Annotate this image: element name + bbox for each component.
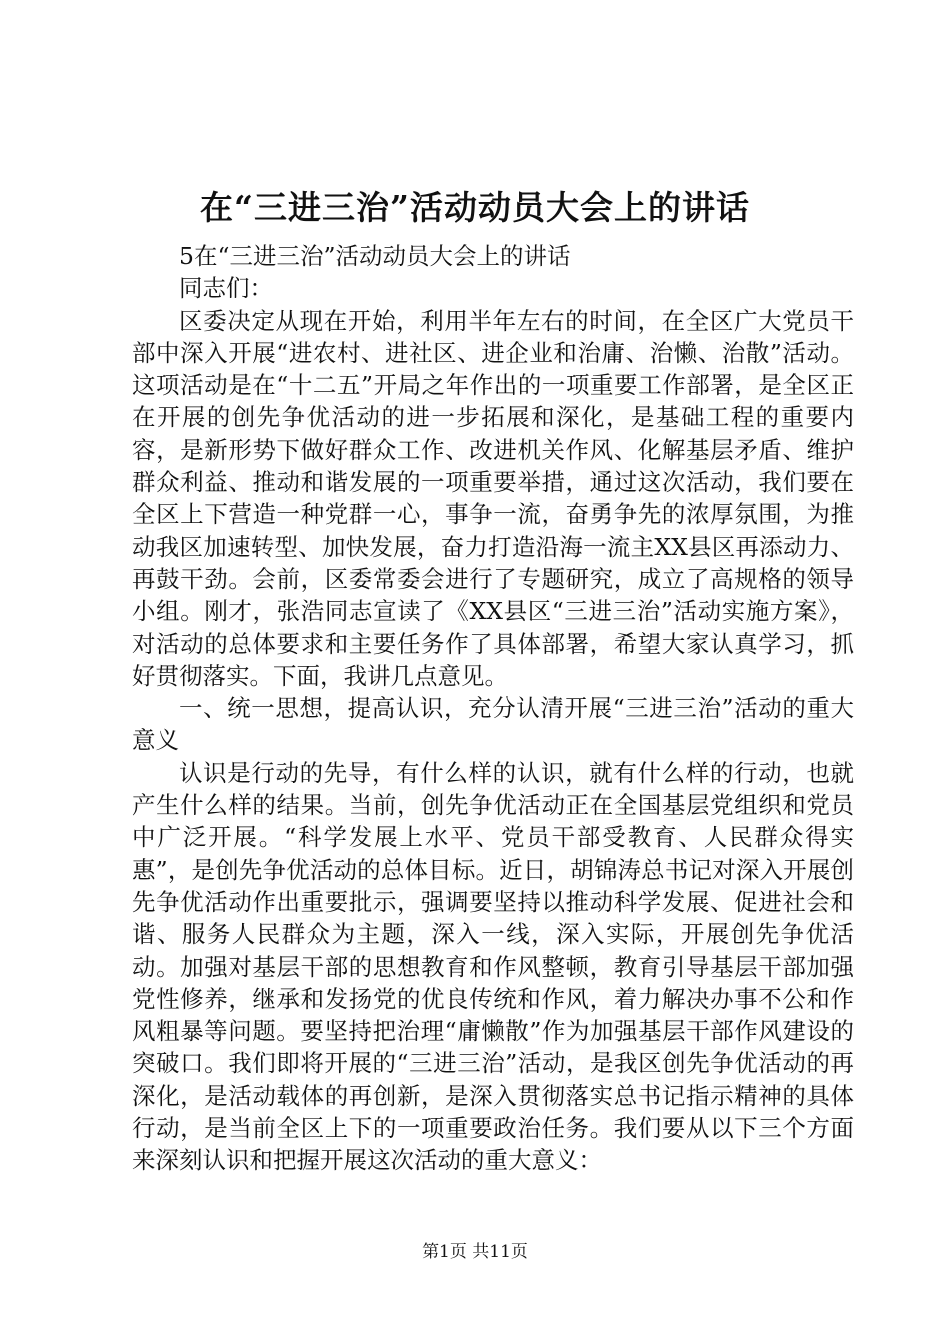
paragraph: 区委决定从现在开始，利用半年左右的时间，在全区广大党员干部中深入开展“进农村、进社区、进企业和治庸、治懒、治散”活动。这项活动是在“十二五”开局之年作出的一项重要工作部署，是全区正在开展的创先争优活动的进一步拓展和深化，是基础工程的重要内容，是新形势下做好群众工作、改进机关作风、化解基层矛盾、维护群众利益、推动和谐发展的一项重要举措，通过这次活动，我们要在全区上下营造一种党群一心，事争一流，奋勇争先的浓厚氛围，为推动我区加速转型、加快发展，奋力打造沿海一流主XX县区再添动力、再鼓干劲。会前，区委常委会进行了专题研究，成立了高规格的领导小组。刚才，张浩同志宣读了《XX县区“三进三治”活动实施方案》，对活动的总体要求和主要任务作了具体部署，希望大家认真学习，抓好贯彻落实。下面，我讲几点意见。 bbox=[132, 306, 854, 690]
document-title: 在“三进三治”活动动员大会上的讲话 bbox=[200, 188, 750, 227]
salutation: 同志们： bbox=[179, 274, 273, 303]
page-number-footer: 第1页 共11页 bbox=[422, 1242, 528, 1262]
section-heading: 一、统一思想，提高认识，充分认清开展“三进三治”活动的重大意义 bbox=[132, 694, 854, 755]
subtitle-line: 5在“三进三治”活动动员大会上的讲话 bbox=[179, 242, 571, 270]
paragraph: 认识是行动的先导，有什么样的认识，就有什么样的行动，也就产生什么样的结果。当前，创先争优活动正在全国基层党组织和党员中广泛开展。“科学发展上水平、党员干部受教育、人民群众得实惠”，是创先争优活动的总体目标。近日，胡锦涛总书记对深入开展创先争优活动作出重要批示，强调要坚持以推动科学发展、促进社会和谐、服务人民群众为主题，深入一线，深入实际，开展创先争优活动。加强对基层干部的思想教育和作风整顿，教育引导基层干部加强党性修养，继承和发扬党的优良传统和作风，着力解决办事不公和作风粗暴等问题。要坚持把治理“庸懒散”作为加强基层干部作风建设的突破口。我们即将开展的“三进三治”活动，是我区创先争优活动的再深化，是活动载体的再创新，是深入贯彻落实总书记指示精神的具体行动，是当前全区上下的一项重要政治任务。我们要从以下三个方面来深刻认识和把握开展这次活动的重大意义： bbox=[132, 758, 854, 1175]
document-body bbox=[132, 240, 854, 1177]
